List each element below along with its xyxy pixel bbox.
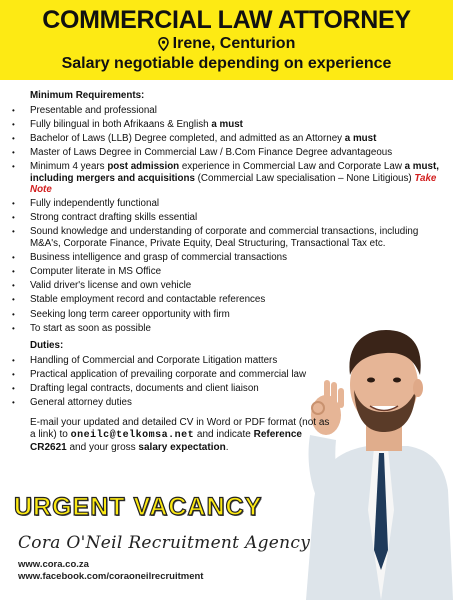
list-item: • To start as soon as possible	[12, 323, 442, 335]
list-item: • Sound knowledge and understanding of corporate and commercial transactions, including M&A's, Corporate Finance, Private Equity, Deal Structuring, Transactional Tax etc.	[12, 226, 442, 249]
list-item: • Stable employment record and contactable references	[12, 294, 442, 306]
list-item: • Handling of Commercial and Corporate Litigation matters	[12, 355, 330, 367]
list-item: • General attorney duties	[12, 397, 330, 409]
urgent-vacancy-banner: URGENT VACANCY	[14, 493, 263, 521]
agency-logo-text: Cora O'Neil Recruitment Agency	[18, 533, 311, 553]
page-title: COMMERCIAL LAW ATTORNEY	[42, 6, 411, 34]
list-item: • Presentable and professional	[12, 105, 442, 117]
email-link[interactable]: oneilc@telkomsa.net	[70, 430, 195, 442]
application-instructions: E-mail your updated and detailed CV in Word or PDF format (not as a link) to oneilc@telkomsa.net and indicate Reference CR2621 and your gross salary expectation.	[30, 416, 330, 454]
duties-list	[12, 355, 442, 409]
contact-links	[18, 559, 203, 583]
take-note-label: Take Note	[30, 172, 437, 196]
list-item: • Valid driver's license and own vehicle	[12, 280, 442, 292]
header-banner	[0, 0, 453, 80]
list-item: • Strong contract drafting skills essential	[12, 212, 442, 224]
requirements-list	[12, 105, 442, 335]
website-link[interactable]: www.cora.co.za	[18, 559, 89, 570]
content-area	[12, 90, 442, 455]
map-pin-icon	[158, 37, 169, 51]
list-item: • Fully bilingual in both Afrikaans & English a must	[12, 119, 442, 131]
duties-section	[12, 340, 442, 408]
list-item: • Master of Laws Degree in Commercial Law / B.Com Finance Degree advantageous	[12, 147, 442, 159]
reference-code: Reference CR2621	[30, 429, 302, 454]
duties-heading: Duties:	[30, 340, 64, 352]
list-item: • Seeking long term career opportunity with firm	[12, 309, 442, 321]
list-item: • Business intelligence and grasp of commercial transactions	[12, 252, 442, 264]
requirements-heading: Minimum Requirements:	[30, 90, 145, 101]
list-item: • Computer literate in MS Office	[12, 266, 442, 278]
list-item: • Practical application of prevailing corporate and commercial law	[12, 369, 330, 381]
facebook-link[interactable]: www.facebook.com/coraoneilrecruitment	[18, 571, 204, 582]
salary-line: Salary negotiable depending on experience	[61, 55, 392, 72]
list-item: • Minimum 4 years post admission experience in Commercial Law and Corporate Law a must, including mergers and acquisitions (Commercial Law specialisation – None Litigious) Take Note	[12, 161, 442, 196]
location-line	[0, 34, 453, 54]
list-item: • Fully independently functional	[12, 198, 442, 210]
location-text: Irene, Centurion	[172, 35, 296, 52]
list-item: • Drafting legal contracts, documents and client liaison	[12, 383, 330, 395]
list-item: • Bachelor of Laws (LLB) Degree completed, and admitted as an Attorney a must	[12, 133, 442, 145]
